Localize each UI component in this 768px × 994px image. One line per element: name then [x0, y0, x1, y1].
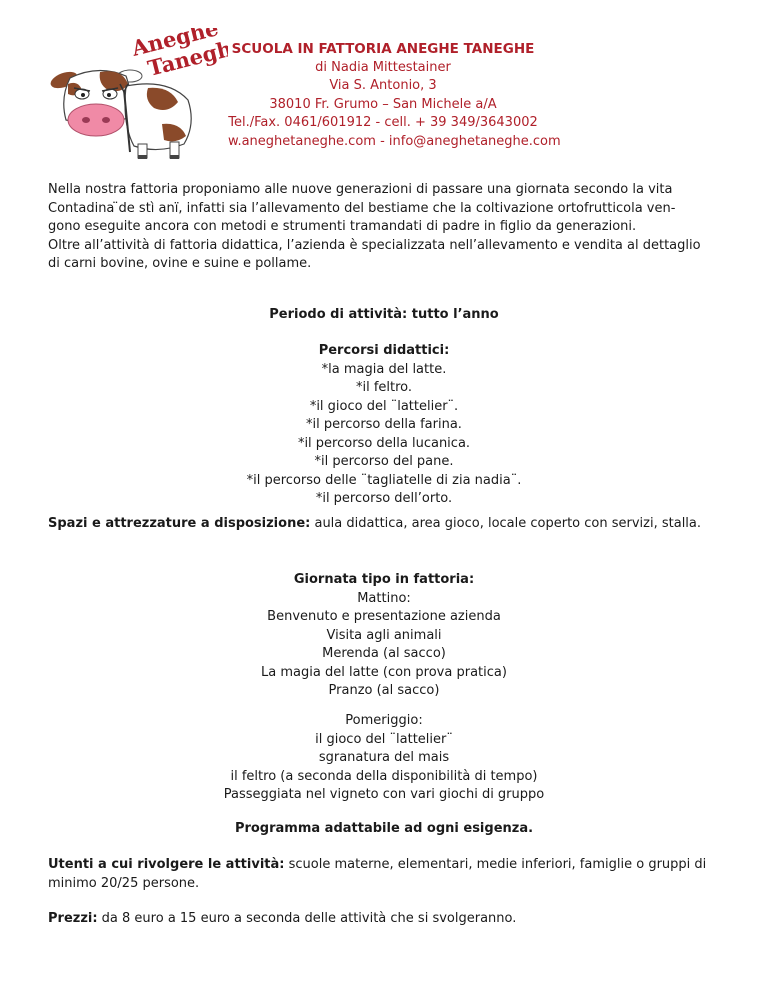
prezzi-paragraph	[48, 910, 728, 929]
prezzi-label: Prezzi:	[48, 911, 98, 926]
prezzi-text: da 8 euro a 15 euro a seconda delle attività che si svolgeranno.	[97, 911, 517, 926]
intro-line: Nella nostra fattoria proponiamo alle nuove generazioni di passare una giornata secondo la vita	[48, 182, 673, 197]
percorso-item: *il percorso del pane.	[314, 454, 454, 469]
mattino-item: La magia del latte (con prova pratica)	[261, 664, 507, 680]
header-contact	[228, 40, 561, 151]
percorso-item: *il gioco del ¨lattelier¨.	[309, 398, 459, 414]
period-heading: Periodo di attività: tutto l’anno	[269, 307, 499, 322]
web-email: w.aneghetaneghe.com - info@aneghetaneghe.com	[228, 133, 561, 149]
spazi-label: Spazi e attrezzature a disposizione:	[48, 516, 311, 531]
pomeriggio-item: sgranatura del mais	[318, 750, 450, 765]
mattino-label: Mattino:	[357, 590, 411, 606]
pomeriggio-item: Passeggiata nel vigneto con vari giochi di gruppo	[223, 787, 545, 802]
pomeriggio-item: il feltro (a seconda della disponibilità di tempo)	[230, 768, 538, 784]
owner-name: di Nadia Mittestainer	[315, 59, 451, 75]
street-address: Via S. Antonio, 3	[329, 78, 437, 93]
pomeriggio-item: il gioco del ¨lattelier¨	[315, 731, 453, 747]
intro-line: Oltre all’attività di fattoria didattica, l’azienda è specializzata nell’allevamento e vendita al dettaglio	[48, 237, 701, 253]
city-address: 38010 Fr. Grumo – San Michele a/A	[269, 96, 497, 112]
spazi-paragraph	[48, 515, 728, 534]
utenti-text-2: minimo 20/25 persone.	[48, 875, 200, 891]
logo-text-line1: Aneghe	[129, 28, 221, 61]
percorso-item: *il feltro.	[355, 380, 413, 395]
intro-line: gono eseguite ancora con metodi e strumenti tramandati di padre in figlio da generazioni.	[48, 219, 637, 234]
farm-logo	[38, 28, 228, 163]
logo-text-line2: Taneghe	[145, 32, 228, 81]
utenti-label: Utenti a cui rivolgere le attività:	[48, 857, 285, 872]
percorso-item: *il percorso dell’orto.	[315, 491, 453, 506]
phone-numbers: Tel./Fax. 0461/601912 - cell. + 39 349/3643002	[228, 115, 538, 130]
intro-line: Contadina ̈de stì anï, infatti sia l’allevamento del bestiame che la coltivazione ortofrutticola ven-	[48, 200, 676, 216]
intro-line: di carni bovine, ovine e suine e pollame.	[48, 256, 312, 271]
spazi-text: aula didattica, area gioco, locale coperto con servizi, stalla.	[310, 516, 702, 531]
intro-paragraph	[48, 181, 728, 274]
mattino-item: Pranzo (al sacco)	[328, 683, 440, 698]
giornata-heading: Giornata tipo in fattoria:	[293, 572, 475, 587]
giornata-section	[0, 571, 768, 701]
school-title: SCUOLA IN FATTORIA ANEGHE TANEGHE	[231, 41, 535, 57]
mattino-item: Benvenuto e presentazione azienda	[267, 609, 501, 624]
mattino-item: Visita agli animali	[326, 627, 442, 643]
pomeriggio-label: Pomeriggio:	[345, 713, 423, 728]
percorso-item: *la magia del latte.	[321, 361, 447, 377]
utenti-text: scuole materne, elementari, medie inferiori, famiglie o gruppi di	[284, 857, 707, 872]
percorsi-heading: Percorsi didattici:	[318, 343, 450, 358]
mattino-item: Merenda (al sacco)	[322, 646, 446, 661]
percorso-item: *il percorso della lucanica.	[297, 435, 471, 451]
percorsi-section	[0, 342, 768, 509]
pomeriggio-section	[0, 712, 768, 805]
percorso-item: *il percorso delle ¨tagliatelle di zia nadia¨.	[246, 472, 522, 488]
utenti-paragraph	[48, 856, 728, 893]
programma-note: Programma adattabile ad ogni esigenza.	[234, 821, 534, 836]
cow-logo-icon	[38, 28, 228, 163]
percorso-item: *il percorso della farina.	[306, 417, 462, 432]
